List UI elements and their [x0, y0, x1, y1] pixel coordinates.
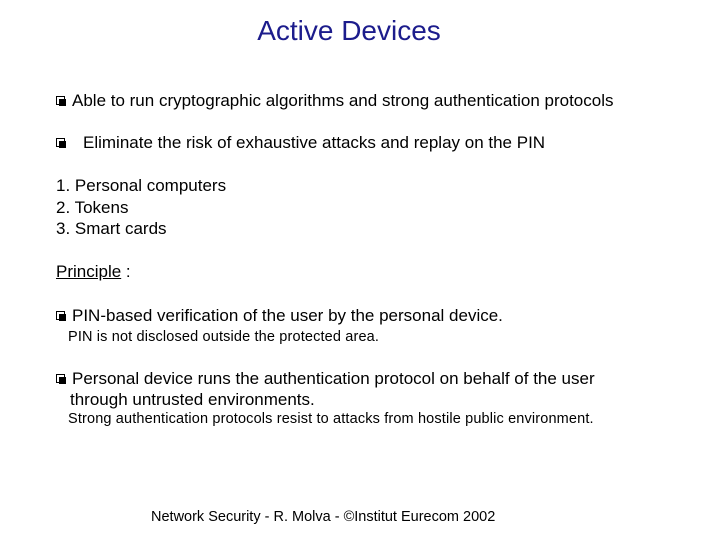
bullet-continuation: through untrusted environments. — [70, 390, 315, 409]
square-bullet-icon — [56, 374, 65, 383]
numbered-item: 1. Personal computers — [56, 176, 227, 195]
numbered-list — [56, 175, 226, 240]
bullet-note: Strong authentication protocols resist to attacks from hostile public environment. — [68, 411, 594, 427]
numbered-item: 2. Tokens — [56, 197, 129, 217]
bullet-item — [56, 90, 613, 112]
slide-title: Active Devices — [257, 15, 441, 46]
principle-label: Principle — [56, 262, 122, 281]
numbered-item: 3. Smart cards — [56, 219, 167, 238]
bullet-text: PIN-based verification of the user by the personal device. — [72, 306, 503, 325]
principle-heading — [56, 261, 131, 283]
bullet-note: PIN is not disclosed outside the protected area. — [68, 329, 380, 345]
square-bullet-icon — [56, 96, 65, 105]
bullet-item — [56, 132, 545, 154]
bullet-text: Able to run cryptographic algorithms and strong authentication protocols — [72, 91, 614, 110]
bullet-item — [56, 305, 503, 327]
square-bullet-icon — [56, 311, 65, 320]
square-bullet-icon — [56, 138, 65, 147]
slide-footer: Network Security - R. Molva - ©Institut Eurecom 2002 — [151, 509, 496, 525]
bullet-text: Eliminate the risk of exhaustive attacks and replay on the PIN — [83, 133, 546, 152]
principle-suffix: : — [121, 262, 131, 281]
bullet-text: Personal device runs the authentication protocol on behalf of the user — [72, 369, 595, 388]
bullet-item — [56, 368, 595, 390]
